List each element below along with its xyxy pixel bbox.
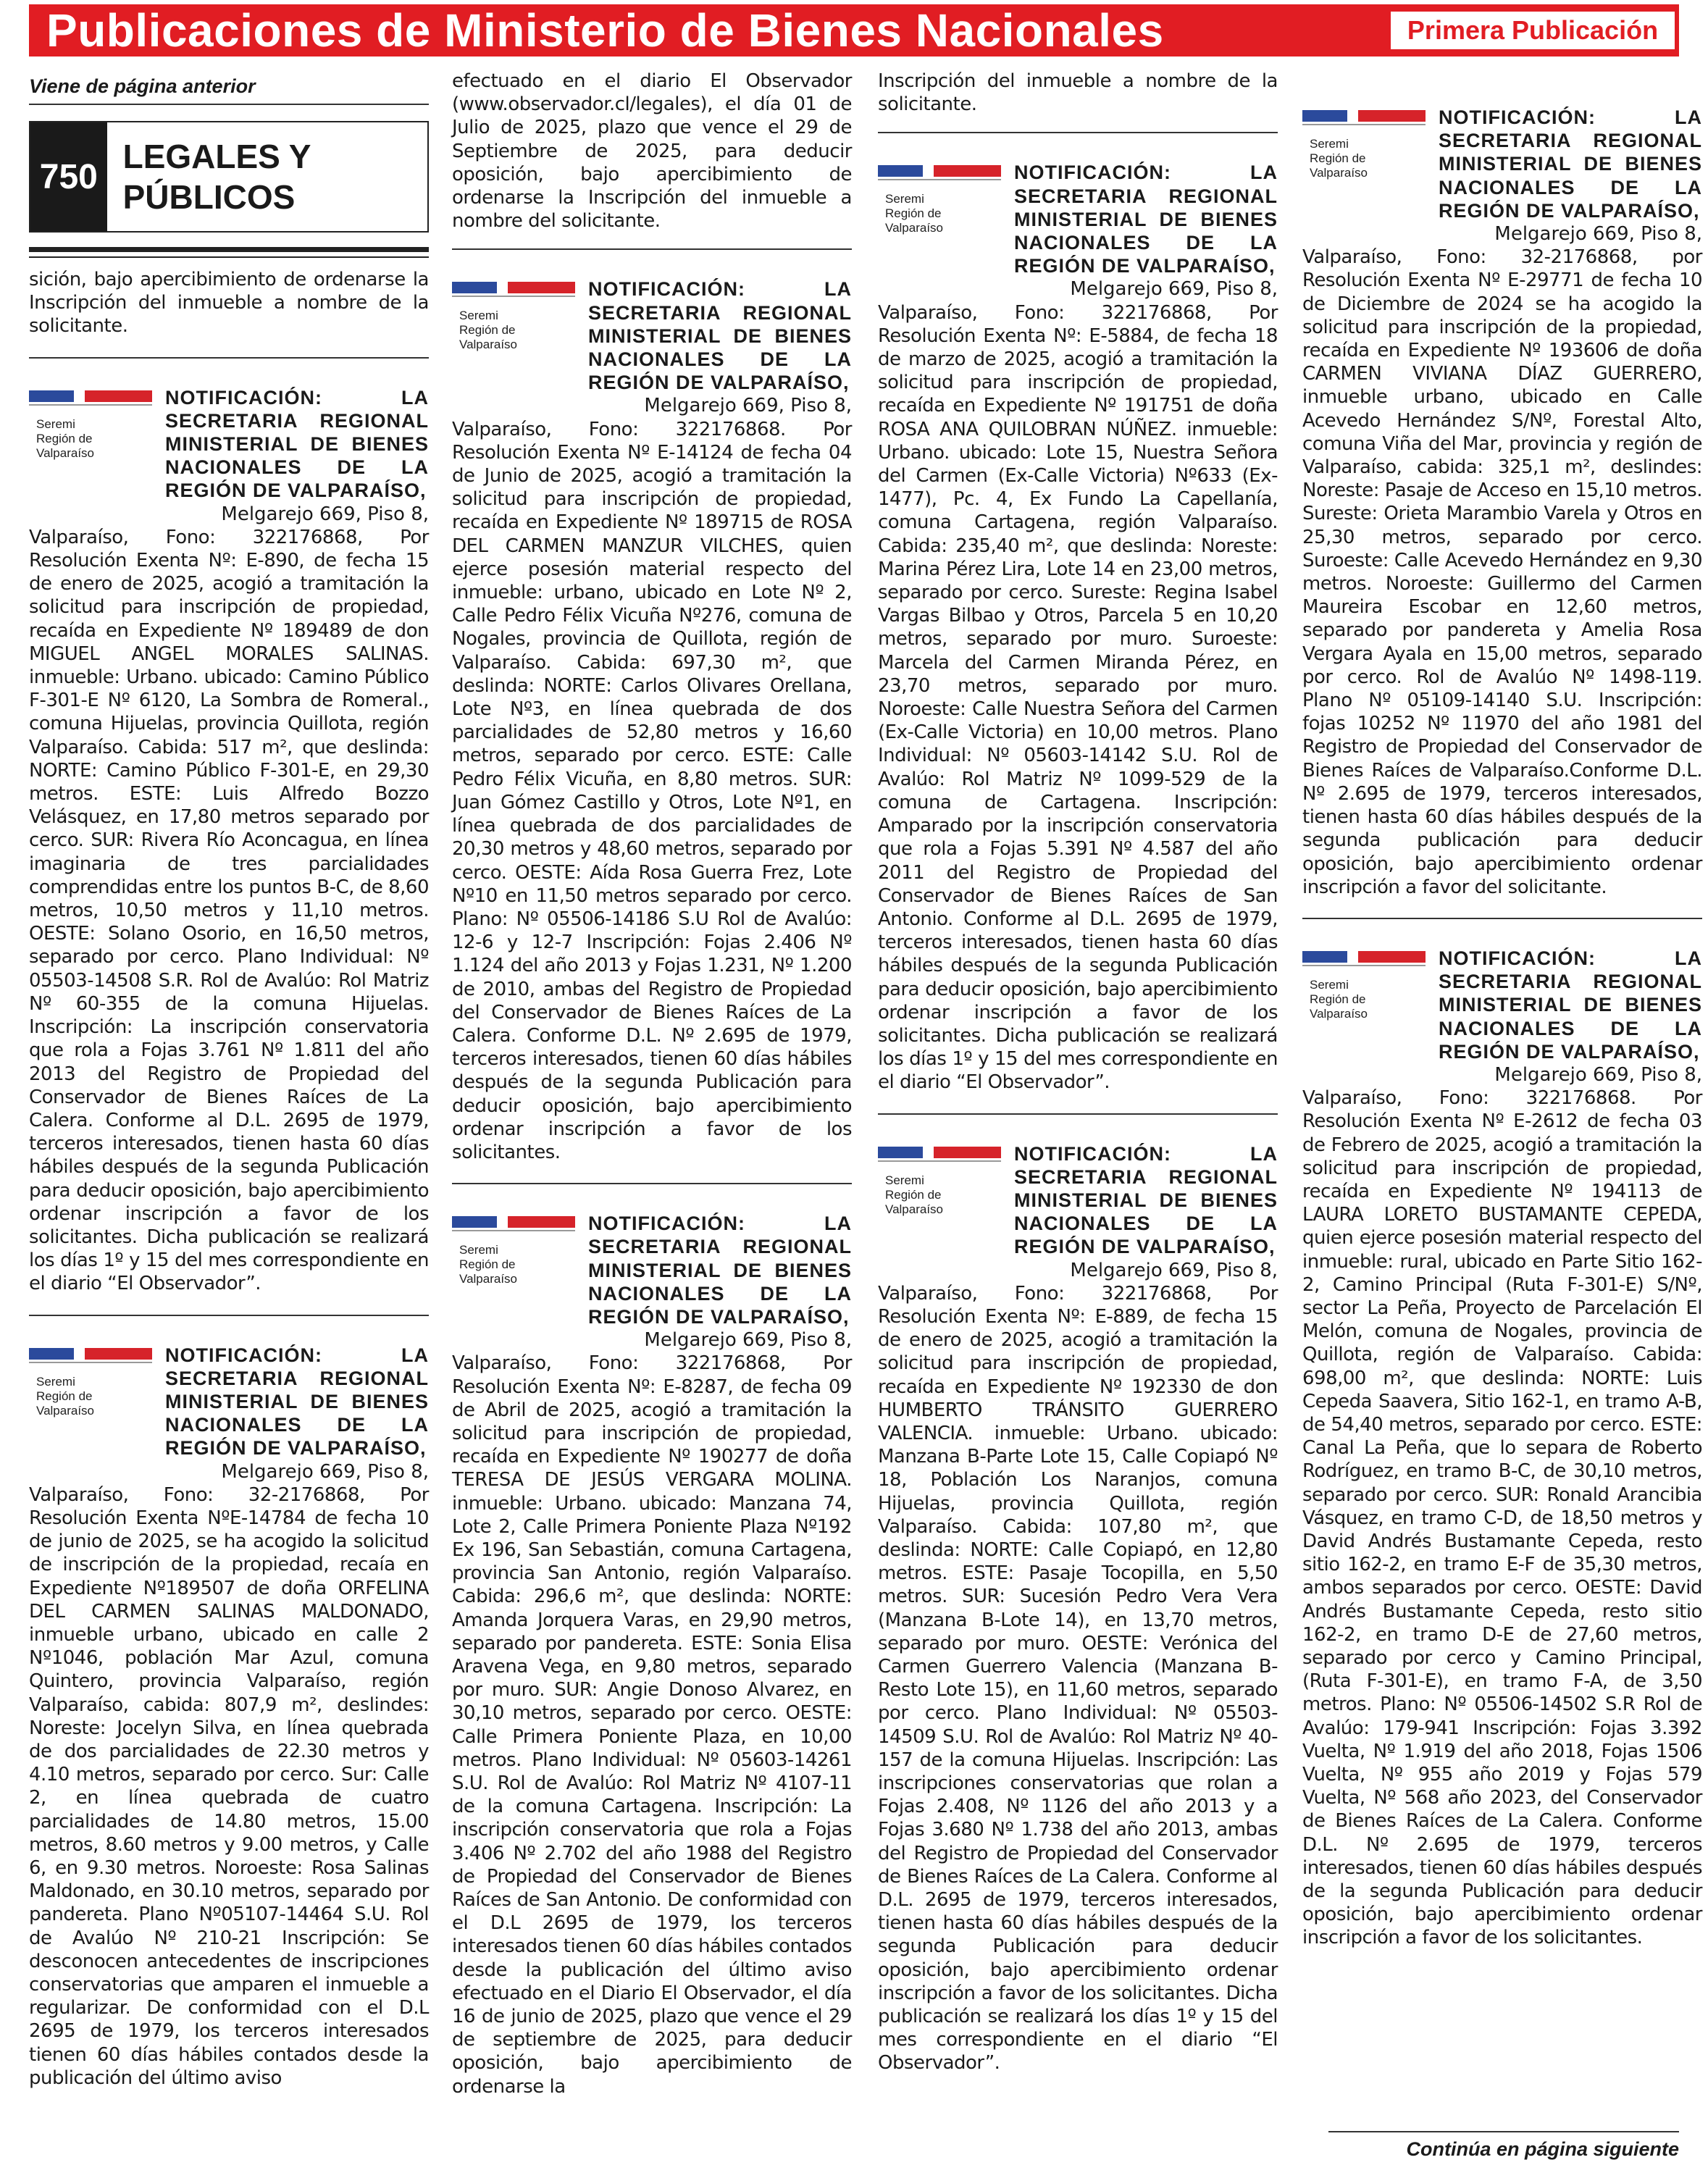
notice-body: Valparaíso, Fono: 322176868. Por Resolución Exenta Nº E-2612 de fecha 03 de Febrero de 2025, acogió a tramitación la solicitud para inscripción de propiedad, recaída en Expediente Nº 194113 de LAURA LORETO BUSTAMANTE CEPEDA, quien ejerce posesión material respecto del inmueble: rural, ubicado en Parte Sitio 162-2, Camino Principal (Ruta F-301-E) S/Nº, sector La Peña, Proyecto de Parcelación El Melón, comuna de Nogales, provincia de Quillota, región de Valparaíso. Cabida: 698,00 m², que deslinda: NORTE: Luis Cepeda Saavera, Sitio 162-1, en tramo A-B, de 54,40 metros, separado por cerco. ESTE: Canal La Peña, que lo separa de Roberto Rodríguez, en tramo B-C, de 30,10 metros, separado por cerco. SUR: Ronald Arancibia Vásquez, en tramo C-D, de 18,50 metros y David Andrés Bustamante Cepeda, resto sitio 162-2, en tramo E-F de 35,30 metros, ambos separados por cerco. OESTE: David Andrés Bustamante Cepeda, resto sitio 162-2, en tramo D-E de 27,60 metros, separado por cerco y Camino Principal, (Ruta F-301-E), en tramo F-A, de 3,50 metros. Plano: Nº 05506-14502 S.R Rol de Avalúo: 179-941 Inscripción: Fojas 3.392 Vuelta, Nº 1.919 del año 2018, Fojas 1506 Vuelta, Nº 955 año 2019 y Fojas 579 Vuelta, Nº 568 año 2023, del Conservador de Bienes Raíces de La Calera. Conforme D.L. Nº 2.695 de 1979, terceros interesados, tienen 60 días hábiles después de la segunda Publicación para deducir oposición, bajo apercibimiento ordenar inscripción a favor de los solicitantes. <box>1302 1087 1702 1949</box>
divider-thick <box>29 247 429 252</box>
intro-tail-text: sición, bajo apercibimiento de ordenarse la Inscripción del inmueble a nombre de la solicitante. <box>29 269 429 338</box>
notice-body: Valparaíso, Fono: 322176868, Por Resolución Exenta Nº: E-890, de fecha 15 de enero de 2025, acogió a tramitación la solicitud para inscripción de propiedad, recaída en Expediente Nº 189489 de don MIGUEL ANGEL MORALES SALINAS. inmueble: Urbano. ubicado: Camino Público F-301-E Nº 6120, La Sombra de Romeral., comuna Hijuelas, provincia Quillota, región Valparaíso. Cabida: 517 m², que deslinda: NORTE: Camino Público F-301-E, en 29,30 metros. ESTE: Luis Alfredo Bozzo Velásquez, en 17,80 metros separado por cerco. SUR: Rivera Río Aconcagua, en línea imaginaria de tres parcialidades comprendidas entre los puntos B-C, de 8,60 metros, 10,50 metros y 11,10 metros. OESTE: Solano Osorio, en 16,50 metros, separado por cerco. Plano Individual: Nº 05503-14508 S.R. Rol de Avalúo: Rol Matriz Nº 60-355 de la comuna Hijuelas. Inscripción: La inscripción conservatoria que rola a Fojas 3.761 Nº 1.811 del año 2013 del Registro de Propiedad del Conservador de Bienes Raíces de La Calera. Conforme al D.L. 2695 de 1979, terceros interesados, tienen hasta 60 días hábiles después de la segunda Publicación para deducir oposición, bajo apercibimiento ordenar inscripción a favor de los solicitantes. Dicha publicación se realizará los días 1º y 15 del mes correspondiente en el diario “El Observador”. <box>29 526 429 1295</box>
seremi-logo: Seremi Región de Valparaíso <box>1302 947 1426 1021</box>
seremi-logo: Seremi Región de Valparaíso <box>452 1212 575 1286</box>
page-header <box>29 4 1679 56</box>
notice-7 <box>1302 70 1702 919</box>
divider <box>29 256 429 258</box>
section-title: LEGALES Y PÚBLICOS <box>122 138 311 216</box>
notice-title: NOTIFICACIÓN: LA SECRETARIA REGIONAL MINISTERIAL DE BIENES NACIONALES DE LA REGIÓN DE VALPARAÍSO, <box>165 386 429 502</box>
section-code: 750 <box>30 122 107 231</box>
seremi-logo: Seremi Región de Valparaíso <box>452 277 575 352</box>
notice-body: Valparaíso, Fono: 32-2176868, por Resolución Exenta Nº E-29771 de fecha 10 de Diciembre de 2024 se ha acogido la solicitud para inscripción de la propiedad, recaída en Expediente Nº 193606 de doña CARMEN VIVIANA DÍAZ GUERRERO, inmueble urbano, ubicado en Calle Acevedo Hernández S/Nº, Forestal Alto, comuna Viña del Mar, provincia y región de Valparaíso, cabida: 325,1 m², deslindes: Noreste: Pasaje de Acceso en 15,10 metros. Sureste: Orieta Marambio Varela y Otros en 25,30 metros, separado por cerco. Suroeste: Calle Acevedo Hernández en 9,30 metros. Noroeste: Guillermo del Carmen Maureira Escobar en 12,60 metros, separado por pandereta y Amelia Rosa Vergara Ayala en 15,00 metros, separado por cerco. Rol de Avalúo Nº 1498-119. Plano Nº 05109-14140 S.U. Inscripción: fojas 10252 Nº 11970 del año 1981 del Registro de Propiedad del Conservador de Bienes Raíces de Valparaíso.Conforme D.L. Nº 2.695 de 1979, terceros interesados, tienen hasta 60 días hábiles después de la segunda publicación para deducir oposición, bajo apercibimiento ordenar inscripción a favor del solicitante. <box>1302 246 1702 898</box>
notice-title: NOTIFICACIÓN: LA SECRETARIA REGIONAL MINISTERIAL DE BIENES NACIONALES DE LA REGIÓN DE VALPARAÍSO, <box>1014 1142 1278 1258</box>
seremi-logo: Seremi Región de Valparaíso <box>878 1142 1001 1217</box>
seremi-logo: Seremi Región de Valparaíso <box>29 1344 152 1418</box>
notice-title: NOTIFICACIÓN: LA SECRETARIA REGIONAL MINISTERIAL DE BIENES NACIONALES DE LA REGIÓN DE VALPARAÍSO, <box>1439 106 1702 222</box>
notice-body: Valparaíso, Fono: 322176868. Por Resolución Exenta Nº E-14124 de fecha 04 de Junio de 2025, acogió a tramitación la solicitud para inscripción de propiedad, recaída en Expediente Nº 189715 de ROSA DEL CARMEN MANZUR VILCHES, quien ejerce posesión material respecto del inmueble: urbano, ubicado en Lote Nº 2, Calle Pedro Félix Vicuña Nº276, comuna de Nogales, provincia de Quillota, región de Valparaíso. Cabida: 697,30 m², que deslinda: NORTE: Carlos Olivares Orellana, Lote Nº3, en línea quebrada de dos parcialidades de 52,80 metros y 16,60 metros, separado por cerco. ESTE: Calle Pedro Félix Vicuña, en 8,80 metros. SUR: Juan Gómez Castillo y Otros, Lote Nº1, en línea quebrada de dos parcialidades de 20,30 metros y 48,60 metros, separado por cerco. OESTE: Aída Rosa Guerra Frez, Lote Nº10 en 11,50 metros separado por cerco. Plano: Nº 05506-14186 S.U Rol de Avalúo: 12-6 y 12-7 Inscripción: Fojas 2.406 Nº 1.124 del año 2013 y Fojas 1.231, Nº 1.200 de 2010, ambas del Registro de Propiedad del Conservador de Bienes Raíces de La Calera. Conforme D.L. Nº 2.695 de 1979, terceros interesados, tienen 60 días hábiles después de la segunda Publicación para deducir oposición, bajo apercibimiento ordenar inscripción a favor de los solicitantes. <box>452 418 852 1163</box>
notice-body: Valparaíso, Fono: 32-2176868, Por Resolución Exenta NºE-14784 de fecha 10 de junio de 2025, se ha acogido la solicitud de inscripción de la propiedad, recaía en Expediente Nº189507 de doña ORFELINA DEL CARMEN SALINAS MALDONADO, inmueble urbano, ubicado en calle 2 Nº1046, población Mar Azul, comuna Quintero, provincia Valparaíso, región Valparaíso, cabida: 807,9 m², deslindes: Noreste: Jocelyn Silva, en línea quebrada de dos parcialidades de 22.30 metros y 4.10 metros, separado por cerco. Sur: Calle 2, en línea quebrada de cuatro parcialidades de 14.80 metros, 15.00 metros, 8.60 metros y 9.00 metros, y Calle 6, en 9.30 metros. Noroeste: Rosa Salinas Maldonado, en 30.10 metros, separado por pandereta. Plano Nº05107-14464 S.U. Rol de Avalúo Nº 210-21 Inscripción: Se desconocen antecedentes de inscripciones conservatorias que amparen el inmueble a regularizar. De conformidad con el D.L 2695 de 1979, los terceros interesados tienen 60 días hábiles contados desde la publicación del último aviso <box>29 1483 429 2089</box>
publication-badge: Primera Publicación <box>1391 12 1675 49</box>
notice-title: NOTIFICACIÓN: LA SECRETARIA REGIONAL MINISTERIAL DE BIENES NACIONALES DE LA REGIÓN DE VALPARAÍSO, <box>165 1344 429 1460</box>
divider <box>29 104 429 105</box>
notice-address: Melgarejo 669, Piso 8, <box>1494 1063 1702 1086</box>
notice-title: NOTIFICACIÓN: LA SECRETARIA REGIONAL MINISTERIAL DE BIENES NACIONALES DE LA REGIÓN DE VALPARAÍSO, <box>588 278 852 394</box>
notice-5 <box>878 133 1278 1114</box>
notice-3 <box>452 250 852 1184</box>
continua-label: Continúa en página siguiente <box>1328 2131 1679 2161</box>
notice-8 <box>1302 919 1702 1969</box>
seremi-logo: Seremi Región de Valparaíso <box>29 386 152 461</box>
notice-title: NOTIFICACIÓN: LA SECRETARIA REGIONAL MINISTERIAL DE BIENES NACIONALES DE LA REGIÓN DE VALPARAÍSO, <box>588 1213 852 1328</box>
notice-title: NOTIFICACIÓN: LA SECRETARIA REGIONAL MINISTERIAL DE BIENES NACIONALES DE LA REGIÓN DE VALPARAÍSO, <box>1439 947 1702 1063</box>
section-box <box>29 121 429 233</box>
page-title: Publicaciones de Ministerio de Bienes Nacionales <box>46 4 1164 56</box>
divider <box>29 338 429 359</box>
notice-6 <box>878 1115 1278 2094</box>
seremi-logo: Seremi Región de Valparaíso <box>1302 106 1426 180</box>
continued-text: Inscripción del inmueble a nombre de la solicitante. <box>878 70 1278 116</box>
column-1 <box>29 70 429 2156</box>
notice-body: Valparaíso, Fono: 322176868, Por Resolución Exenta Nº: E-8287, de fecha 09 de Abril de 2025, acogió a tramitación la solicitud para inscripción de propiedad, recaída en Expediente Nº 190277 de doña TERESA DE JESÚS VERGARA MOLINA. inmueble: Urbano. ubicado: Manzana 74, Lote 2, Calle Primera Poniente Plaza Nº192 Ex 196, San Sebastián, comuna Cartagena, provincia San Antonio, región Valparaíso. Cabida: 296,6 m², que deslinda: NORTE: Amanda Jorquera Varas, en 29,90 metros, separado por pandereta. ESTE: Sonia Elisa Aravena Vega, en 9,80 metros, separado por muro. SUR: Angie Donoso Alvarez, en 30,10 metros, separado por cerco. OESTE: Calle Primera Poniente Plaza, en 10,00 metros. Plano Individual: Nº 05603-14261 S.U. Rol de Avalúo: Rol Matriz Nº 4107-11 de la comuna Cartagena. Inscripción: La inscripción conservatoria que rola a Fojas 3.406 Nº 2.702 del año 1988 del Registro de Propiedad del Conservador de Bienes Raíces de San Antonio. De conformidad con el D.L 2695 de 1979, los terceros interesados tienen 60 días hábiles contados desde la publicación del último aviso efectuado en el Diario El Observador, el día 16 de junio de 2025, plazo que vence el 29 de septiembre de 2025, para deducir oposición, bajo apercibimiento de ordenarse la <box>452 1352 852 2098</box>
notice-address: Melgarejo 669, Piso 8, <box>1070 278 1278 301</box>
notice-title: NOTIFICACIÓN: LA SECRETARIA REGIONAL MINISTERIAL DE BIENES NACIONALES DE LA REGIÓN DE VALPARAÍSO, <box>1014 162 1278 277</box>
notice-1 <box>29 359 429 1316</box>
notice-address: Melgarejo 669, Piso 8, <box>1070 1259 1278 1281</box>
viene-label: Viene de página anterior <box>29 75 256 97</box>
column-2 <box>452 70 852 2156</box>
notice-2 <box>29 1316 429 2109</box>
notice-4 <box>452 1184 852 2117</box>
notice-body: Valparaíso, Fono: 322176868, Por Resolución Exenta Nº: E-889, de fecha 15 de enero de 2025, acogió a tramitación la solicitud para inscripción de propiedad, recaída en Expediente Nº 192330 de don HUMBERTO TRÁNSITO GUERRERO VALENCIA. inmueble: Urbano. ubicado: Manzana B-Parte Lote 15, Calle Copiapó Nº 18, Población Los Naranjos, comuna Hijuelas, provincia Quillota, región Valparaíso. Cabida: 107,80 m², que deslinda: NORTE: Calle Copiapó, en 12,80 metros. ESTE: Pasaje Tocopilla, en 5,50 metros. SUR: Sucesión Pedro Vera Vera (Manzana B-Lote 14), en 13,70 metros, separado por muro. OESTE: Verónica del Carmen Guerrero Valencia (Manzana B-Resto Lote 15), en 11,60 metros, separado por cerco. Plano Individual: Nº 05503-14509 S.U. Rol de Avalúo: Rol Matriz Nº 40-157 de la comuna Hijuelas. Inscripción: Las inscripciones conservatorias que rolan a Fojas 2.408, Nº 1126 del año 2013 y a Fojas 3.680 Nº 1.738 del año 2013, ambas del Registro de Propiedad del Conservador de Bienes Raíces de La Calera. Conforme al D.L. 2695 de 1979, terceros interesados, tienen hasta 60 días hábiles después de la segunda Publicación para deducir oposición, bajo apercibimiento ordenar inscripción a favor de los solicitantes. Dicha publicación se realizará los días 1º y 15 del mes correspondiente en el diario “El Observador”. <box>878 1282 1278 2074</box>
notice-address: Melgarejo 669, Piso 8, <box>644 395 852 417</box>
continued-text: efectuado en el diario El Observador (www.observador.cl/legales), el día 01 de Julio de 2025, plazo que vence el 29 de Septiembre de 2025, para deducir oposición, bajo apercibimiento de ordenarse la Inscripción del inmueble a nombre del solicitante. <box>452 70 852 233</box>
notice-address: Melgarejo 669, Piso 8, <box>221 503 429 525</box>
seremi-logo: Seremi Región de Valparaíso <box>878 161 1001 235</box>
column-3 <box>878 70 1278 2156</box>
notice-address: Melgarejo 669, Piso 8, <box>644 1329 852 1352</box>
notice-address: Melgarejo 669, Piso 8, <box>1494 223 1702 246</box>
column-4 <box>1302 70 1702 2156</box>
notice-address: Melgarejo 669, Piso 8, <box>221 1460 429 1483</box>
notice-body: Valparaíso, Fono: 322176868, Por Resolución Exenta Nº: E-5884, de fecha 18 de marzo de 2025, acogió a tramitación la solicitud para inscripción de propiedad, recaída en Expediente Nº 191751 de doña ROSA ANA QUILOBRAN NÚÑEZ. inmueble: Urbano. ubicado: Lote 15, Nuestra Señora del Carmen (Ex-Calle Victoria) Nº633 (Ex-1477), Pc. 4, Ex Fundo La Capellanía, comuna Cartagena, región Valparaíso. Cabida: 235,40 m², que deslinda: Noreste: Marina Pérez Lira, Lote 14 en 23,00 metros, separado por cerco. Sureste: Regina Isabel Vargas Bilbao y Otros, Parcela 5 en 10,20 metros, separado por muro. Suroeste: Marcela del Carmen Miranda Pérez, en 23,70 metros, separado por muro. Noroeste: Calle Nuestra Señora del Carmen (Ex-Calle Victoria) en 10,00 metros. Plano Individual: Nº 05603-14142 S.U. Rol de Avalúo: Rol Matriz Nº 1099-529 de la comuna de Cartagena. Inscripción: Amparado por la inscripción conservatoria que rola a Fojas 5.391 Nº 4.587 del año 2011 del Registro de Propiedad del Conservador de Bienes Raíces de San Antonio. Conforme al D.L. 2695 de 1979, terceros interesados, tienen hasta 60 días hábiles después de la segunda Publicación para deducir oposición, bajo apercibimiento ordenar inscripción a favor de los solicitantes. Dicha publicación se realizará los días 1º y 15 del mes correspondiente en el diario “El Observador”. <box>878 301 1278 1094</box>
